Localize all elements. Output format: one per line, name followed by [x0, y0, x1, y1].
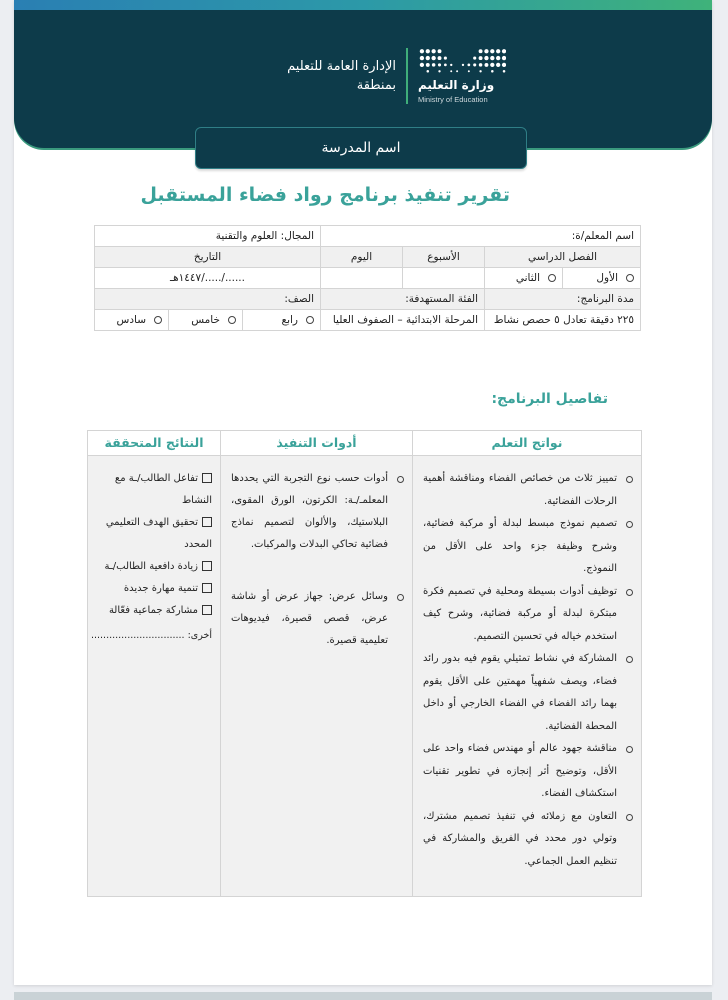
radio-icon[interactable] [306, 316, 314, 324]
outcomes-header: نواتج التعلم [413, 431, 641, 456]
week-field[interactable] [403, 268, 485, 289]
results-checklist [88, 468, 220, 622]
checkbox-icon[interactable] [202, 517, 212, 527]
date-header: التاريخ [95, 247, 321, 268]
day-field[interactable] [321, 268, 403, 289]
duration-header: مدة البرنامج: [485, 289, 641, 310]
grade-option-sixth-label: سادس [116, 314, 146, 326]
bullet-circle-icon [626, 521, 633, 528]
ministry-logo [418, 48, 510, 105]
domain-field: المجال: العلوم والتقنية [95, 226, 321, 247]
teacher-name-field[interactable]: اسم المعلم/ة: [321, 226, 641, 247]
result-checkbox-item[interactable] [94, 556, 212, 578]
target-value: المرحلة الابتدائية – الصفوف العليا [321, 310, 485, 331]
outcome-text: توظيف أدوات بسيطة ومحلية في تصميم فكرة مبتكرة لبدلة أو مركبة فضائية، وشرح كيف استخدم خياله في تحسين التصميم. [423, 585, 617, 642]
result-label: زيادة دافعية الطالب/ـة [104, 561, 198, 572]
semester-header: الفصل الدراسي [485, 247, 641, 268]
radio-icon[interactable] [548, 274, 556, 282]
semester-option-second[interactable] [485, 268, 563, 289]
tool-item [231, 468, 406, 556]
outcomes-column [412, 431, 641, 896]
outcome-item [423, 468, 635, 513]
admin-line-1: الإدارة العامة للتعليم [287, 59, 396, 74]
bullet-circle-icon [626, 589, 633, 596]
outcome-text: التعاون مع زملائه في تنفيذ تصميم مشترك، وتولي دور محدد في الفريق والمشاركة في تنظيم العمل الجماعي. [423, 810, 617, 867]
radio-icon[interactable] [154, 316, 162, 324]
result-checkbox-item[interactable] [94, 578, 212, 600]
checkbox-icon[interactable] [202, 561, 212, 571]
program-details-title: تفاصيل البرنامج: [491, 391, 608, 407]
result-label: تفاعل الطالب/ـة مع النشاط [114, 473, 212, 506]
bullet-circle-icon [626, 746, 633, 753]
target-header: الفئة المستهدفة: [321, 289, 485, 310]
top-gradient-bar [14, 0, 712, 10]
outcome-text: المشاركة في نشاط تمثيلي يقوم فيه بدور رائد فضاء، ويصف شفهياً مهمتين على الأقل يقوم بهما رائد الفضاء في الفضاء الخارجي أو داخل المحطة الفضائية. [423, 653, 617, 732]
grade-option-fifth[interactable] [169, 310, 243, 331]
bullet-circle-icon [626, 814, 633, 821]
results-header: النتائج المتحققة [88, 431, 220, 456]
header-brand [250, 40, 510, 112]
grade-option-fourth-label: رابع [281, 314, 298, 326]
outcome-text: تصميم نموذج مبسط لبدلة أو مركبة فضائية، وشرح وظيفة جزء واحد على الأقل من النموذج. [423, 518, 617, 574]
tools-list [221, 468, 412, 652]
semester-option-second-label: الثاني [515, 272, 541, 284]
other-results-field[interactable]: أخرى: ............................... [90, 630, 212, 641]
bullet-circle-icon [626, 656, 633, 663]
tools-column [220, 431, 412, 896]
outcome-item [423, 738, 635, 806]
result-label: تنمية مهارة جديدة [123, 583, 198, 594]
bullet-circle-icon [626, 476, 633, 483]
radio-icon[interactable] [228, 316, 236, 324]
info-table [94, 225, 641, 331]
general-administration-text [287, 57, 396, 95]
ministry-logo-english: Ministry of Education [418, 94, 488, 104]
date-field[interactable]: ....../...../١٤٤٧هـ [95, 268, 321, 289]
result-label: مشاركة جماعية فعّالة [108, 605, 198, 616]
report-title: تقرير تنفيذ برنامج رواد فضاء المستقبل [140, 184, 510, 206]
checkbox-icon[interactable] [202, 605, 212, 615]
tool-text: أدوات حسب نوع التجربة التي يحددها المعلمـ/ـة: الكرتون، الورق المقوى، البلاستيك، والألوان لتصميم نماذج فضائية تحاكي البدلات والمركبات. [231, 473, 388, 550]
grade-option-sixth[interactable] [95, 310, 169, 331]
outcome-item [423, 513, 635, 581]
radio-icon[interactable] [626, 274, 634, 282]
next-page-edge [14, 992, 712, 1000]
duration-value: ٢٢٥ دقيقة تعادل ٥ حصص نشاط [485, 310, 641, 331]
tools-header: أدوات التنفيذ [221, 431, 412, 456]
outcomes-list [413, 468, 641, 873]
program-details-table [87, 430, 642, 897]
outcome-item [423, 648, 635, 738]
checkbox-icon[interactable] [202, 583, 212, 593]
grade-header: الصف: [95, 289, 321, 310]
logo-divider [406, 48, 408, 104]
outcome-item [423, 581, 635, 649]
semester-option-first-label: الأول [596, 272, 619, 284]
outcome-item [423, 806, 635, 874]
result-checkbox-item[interactable] [94, 600, 212, 622]
day-header: اليوم [321, 247, 403, 268]
ministry-logo-arabic: وزارة التعليم [418, 77, 495, 92]
grade-option-fifth-label: خامس [191, 314, 220, 326]
admin-line-2: بمنطقة [356, 78, 396, 93]
bullet-circle-icon [397, 476, 404, 483]
result-label: تحقيق الهدف التعليمي المحدد [105, 517, 212, 550]
result-checkbox-item[interactable] [94, 512, 212, 556]
results-column [88, 431, 220, 896]
bullet-circle-icon [397, 594, 404, 601]
tool-item [231, 586, 406, 652]
outcome-text: مناقشة جهود عالم أو مهندس فضاء واحد على الأقل، وتوضيح أثر إنجازه في تطوير تقنيات استكشاف الفضاء. [423, 743, 617, 799]
tool-text: وسائل عرض: جهاز عرض أو شاشة عرض، قصص قصيرة، فيديوهات تعليمية قصيرة. [231, 591, 388, 646]
semester-option-first[interactable] [563, 268, 641, 289]
outcome-text: تمييز ثلاث من خصائص الفضاء ومناقشة أهمية الرحلات الفضائية. [423, 473, 617, 507]
ministry-logo-dots-icon [418, 48, 506, 74]
grade-option-fourth[interactable] [243, 310, 321, 331]
checkbox-icon[interactable] [202, 473, 212, 483]
result-checkbox-item[interactable] [94, 468, 212, 512]
school-name-box: اسم المدرسة [195, 127, 527, 169]
week-header: الأسبوع [403, 247, 485, 268]
